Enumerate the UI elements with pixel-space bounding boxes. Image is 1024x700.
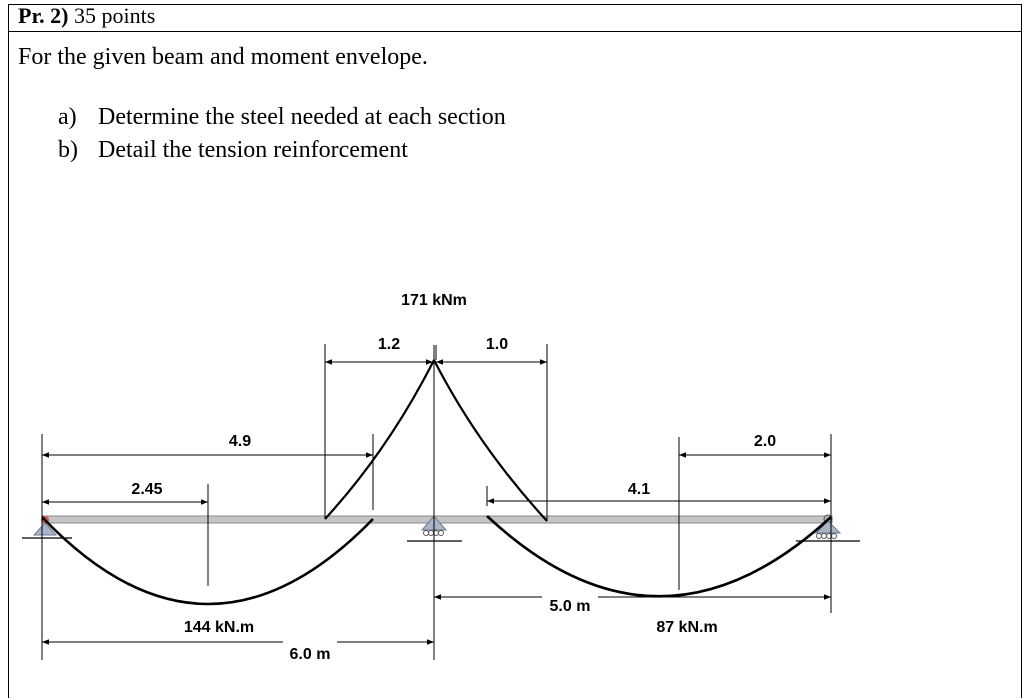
- right-span-moment-label: 87 kN.m: [656, 619, 718, 636]
- dim-label-2-0: 2.0: [753, 433, 777, 450]
- support-moment-label: 171 kNm: [401, 292, 467, 309]
- dim-label-4-9: 4.9: [228, 433, 252, 450]
- negative-moment-curve-right: [434, 360, 547, 521]
- dim-label-1-2: 1.2: [377, 336, 401, 353]
- right-span-positive-moment-curve: [487, 516, 831, 596]
- task-b-text: Detail the tension reinforcement: [98, 137, 408, 163]
- problem-number: Pr. 2): [18, 3, 69, 28]
- problem-points: 35 points: [74, 3, 156, 28]
- task-b-label: b): [58, 137, 78, 163]
- left-span-length-label: 6.0 m: [289, 646, 331, 663]
- task-a-text: Determine the steel needed at each section: [98, 104, 506, 130]
- negative-moment-curve-left: [325, 360, 434, 519]
- dim-label-2-45: 2.45: [131, 481, 163, 498]
- dim-label-1-0: 1.0: [485, 336, 509, 353]
- dim-label-4-1: 4.1: [627, 481, 651, 498]
- right-span-length-label: 5.0 m: [549, 598, 591, 615]
- left-span-moment-label: 144 kN.m: [183, 619, 255, 636]
- task-a-label: a): [58, 104, 77, 130]
- problem-intro: For the given beam and moment envelope.: [18, 44, 428, 70]
